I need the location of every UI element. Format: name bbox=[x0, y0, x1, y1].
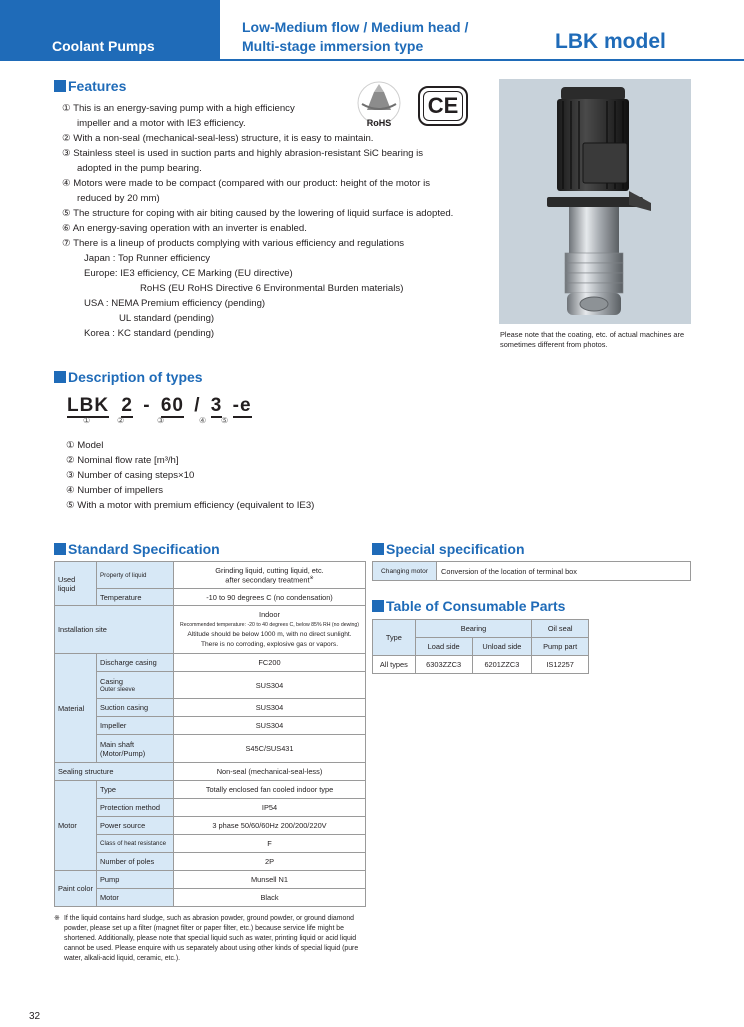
cons-load-side-header: Load side bbox=[415, 638, 472, 656]
feature-line: USA : NEMA Premium efficiency (pending) bbox=[84, 298, 266, 309]
type-item: ② Nominal flow rate [m³/h] bbox=[66, 455, 179, 466]
table-row bbox=[55, 562, 366, 589]
heat-class-value: F bbox=[174, 835, 366, 853]
code-number-2: ② bbox=[117, 416, 125, 425]
code-impellers: 3 bbox=[210, 395, 223, 416]
category-banner bbox=[0, 0, 220, 60]
protection-method-value: IP54 bbox=[174, 799, 366, 817]
heading-square-icon bbox=[372, 543, 384, 555]
table-row bbox=[373, 656, 589, 674]
heat-class-label: Class of heat resistance bbox=[97, 835, 174, 853]
ce-label: CE bbox=[423, 91, 463, 121]
table-row bbox=[55, 589, 366, 606]
code-slash: / bbox=[194, 395, 201, 416]
table-row bbox=[55, 889, 366, 907]
standard-spec-table bbox=[54, 561, 366, 907]
feature-line: impeller and a motor with IE3 efficiency. bbox=[77, 118, 246, 129]
cons-type-cell: All types bbox=[373, 656, 416, 674]
main-shaft-label: Main shaft (Motor/Pump) bbox=[97, 735, 174, 763]
table-row bbox=[55, 853, 366, 871]
motor-label: Motor bbox=[55, 781, 97, 871]
table-row bbox=[55, 781, 366, 799]
suction-casing-label: Suction casing bbox=[97, 699, 174, 717]
heading-square-icon bbox=[54, 80, 66, 92]
table-row bbox=[55, 606, 366, 654]
code-number-4: ④ bbox=[199, 416, 207, 425]
table-row bbox=[55, 717, 366, 735]
heading-square-icon bbox=[54, 543, 66, 555]
type-item: ④ Number of impellers bbox=[66, 485, 164, 496]
feature-line: ④ Motors were made to be compact (compared with our product: height of the motor is bbox=[62, 178, 431, 189]
model-code bbox=[67, 395, 252, 417]
feature-line: Japan : Top Runner efficiency bbox=[84, 253, 211, 264]
table-row bbox=[55, 763, 366, 781]
feature-line: RoHS (EU RoHS Directive 6 Environmental Burden materials) bbox=[140, 283, 404, 294]
standard-spec-heading: Standard Specification bbox=[54, 541, 220, 557]
heading-square-icon bbox=[54, 371, 66, 383]
pump-photo bbox=[499, 79, 691, 324]
rohs-badge-icon bbox=[352, 80, 406, 130]
footnote-mark: ※ bbox=[54, 915, 60, 922]
feature-line: Europe: IE3 efficiency, CE Marking (EU directive) bbox=[84, 268, 293, 279]
model-title: LBK model bbox=[555, 30, 666, 53]
paint-pump-label: Pump bbox=[97, 871, 174, 889]
type-item: ⑤ With a motor with premium efficiency (equivalent to IE3) bbox=[66, 500, 315, 511]
property-label: Property of liquid bbox=[97, 562, 174, 589]
table-row bbox=[373, 620, 589, 638]
table-row bbox=[55, 654, 366, 672]
feature-line: ① This is an energy-saving pump with a high efficiency bbox=[62, 103, 295, 114]
material-label: Material bbox=[55, 654, 97, 763]
cons-pump-part-header: Pump part bbox=[532, 638, 589, 656]
table-row bbox=[55, 699, 366, 717]
footnote bbox=[54, 914, 366, 964]
power-source-value: 3 phase 50/60/60Hz 200/200/220V bbox=[174, 817, 366, 835]
paint-motor-value: Black bbox=[174, 889, 366, 907]
suction-casing-value: SUS304 bbox=[174, 699, 366, 717]
installation-site-label: Installation site bbox=[55, 606, 174, 654]
consumables-heading: Table of Consumable Parts bbox=[372, 598, 565, 614]
pump-illustration-icon bbox=[499, 79, 691, 324]
subtitle-line-1: Low-Medium flow / Medium head / bbox=[242, 19, 469, 35]
type-item: ③ Number of casing steps×10 bbox=[66, 470, 195, 481]
poles-value: 2P bbox=[174, 853, 366, 871]
feature-line: Korea : KC standard (pending) bbox=[84, 328, 215, 339]
main-shaft-value: S45C/SUS431 bbox=[174, 735, 366, 763]
cons-oilseal-header: Oil seal bbox=[532, 620, 589, 638]
code-efficiency: -e bbox=[232, 395, 252, 416]
feature-line: reduced by 20 mm) bbox=[77, 193, 160, 204]
table-row bbox=[55, 871, 366, 889]
table-row bbox=[55, 735, 366, 763]
discharge-casing-label: Discharge casing bbox=[97, 654, 174, 672]
cons-unload-cell: 6201ZZC3 bbox=[472, 656, 532, 674]
discharge-casing-value: FC200 bbox=[174, 654, 366, 672]
ce-mark-icon bbox=[418, 86, 468, 126]
table-row bbox=[55, 799, 366, 817]
table-row bbox=[55, 835, 366, 853]
code-flow: 2 bbox=[121, 395, 133, 416]
cons-bearing-header: Bearing bbox=[415, 620, 532, 638]
table-row bbox=[55, 672, 366, 699]
poles-label: Number of poles bbox=[97, 853, 174, 871]
changing-motor-value: Conversion of the location of terminal box bbox=[437, 562, 691, 581]
installation-site-value: Indoor Recommended temperature: -20 to 40 degrees C, below 85% RH (no dewing) Altitude should be below 1000 m, with no direct sunlight. There is no corroding, explosive gas or vapors. bbox=[174, 606, 366, 654]
page-number: 32 bbox=[29, 1011, 41, 1022]
temperature-label: Temperature bbox=[97, 589, 174, 606]
cons-unload-side-header: Unload side bbox=[472, 638, 532, 656]
features-heading: Features bbox=[54, 78, 126, 94]
heading-square-icon bbox=[372, 600, 384, 612]
code-steps: 60 bbox=[160, 395, 184, 416]
consumables-table bbox=[372, 619, 589, 674]
footnote-text: If the liquid contains hard sludge, such as abrasion powder, ground powder, or ground diamond powder, please set up a filter (magnet filter or paper filter, etc.) because service life might be shortened. Additionally, please note that special liquid such as water, printing liquid or acid liquid cannot be used. Please enquire with us separately about using other kinds of special liquid (pure water, alkali-acid liquid, ceramic, etc.). bbox=[64, 915, 359, 962]
power-source-label: Power source bbox=[97, 817, 174, 835]
property-value: Grinding liquid, cutting liquid, etc. after secondary treatment※ bbox=[174, 562, 366, 589]
feature-line: adopted in the pump bearing. bbox=[77, 163, 202, 174]
cons-type-header: Type bbox=[373, 620, 416, 656]
casing-value: SUS304 bbox=[174, 672, 366, 699]
header-rule bbox=[0, 59, 744, 61]
cons-load-cell: 6303ZZC3 bbox=[415, 656, 472, 674]
special-spec-table bbox=[372, 561, 691, 581]
cons-oilseal-cell: IS12257 bbox=[532, 656, 589, 674]
header-subtitle bbox=[242, 18, 468, 56]
code-number-1: ① bbox=[83, 416, 91, 425]
code-dash: - bbox=[143, 395, 151, 416]
code-number-3: ③ bbox=[157, 416, 165, 425]
changing-motor-label: Changing motor bbox=[373, 562, 437, 581]
feature-line: ③ Stainless steel is used in suction parts and highly abrasion-resistant SiC bearing is bbox=[62, 148, 424, 159]
impeller-label: Impeller bbox=[97, 717, 174, 735]
code-number-5: ⑤ bbox=[221, 416, 229, 425]
table-row bbox=[55, 817, 366, 835]
used-liquid-label: Used liquid bbox=[55, 562, 97, 606]
sealing-structure-value: Non-seal (mechanical-seal-less) bbox=[174, 763, 366, 781]
rohs-label: RoHS bbox=[366, 118, 392, 128]
paint-pump-value: Munsell N1 bbox=[174, 871, 366, 889]
impeller-value: SUS304 bbox=[174, 717, 366, 735]
motor-type-value: Totally enclosed fan cooled indoor type bbox=[174, 781, 366, 799]
casing-label: Casing Outer sleeve bbox=[97, 672, 174, 699]
paint-color-label: Paint color bbox=[55, 871, 97, 907]
photo-note: Please note that the coating, etc. of actual machines are sometimes different from photos. bbox=[500, 330, 685, 349]
temperature-value: -10 to 90 degrees C (no condensation) bbox=[174, 589, 366, 606]
special-spec-heading: Special specification bbox=[372, 541, 525, 557]
code-model: LBK bbox=[67, 395, 110, 416]
table-row bbox=[373, 562, 691, 581]
paint-motor-label: Motor bbox=[97, 889, 174, 907]
sealing-structure-label: Sealing structure bbox=[55, 763, 174, 781]
type-item: ① Model bbox=[66, 440, 104, 451]
type-description-list bbox=[66, 438, 314, 513]
feature-line: ② With a non-seal (mechanical-seal-less) structure, it is easy to maintain. bbox=[62, 133, 374, 144]
motor-type-label: Type bbox=[97, 781, 174, 799]
category-title: Coolant Pumps bbox=[52, 38, 155, 54]
description-heading: Description of types bbox=[54, 369, 203, 385]
subtitle-line-2: Multi-stage immersion type bbox=[242, 38, 424, 54]
feature-line: ⑤ The structure for coping with air biting caused by the lowering of liquid surface is adopted. bbox=[62, 208, 454, 219]
protection-method-label: Protection method bbox=[97, 799, 174, 817]
feature-line: ⑦ There is a lineup of products complying with various efficiency and regulations bbox=[62, 238, 405, 249]
feature-line: ⑥ An energy-saving operation with an inverter is enabled. bbox=[62, 223, 307, 234]
features-list bbox=[62, 101, 482, 341]
feature-line: UL standard (pending) bbox=[119, 313, 215, 324]
